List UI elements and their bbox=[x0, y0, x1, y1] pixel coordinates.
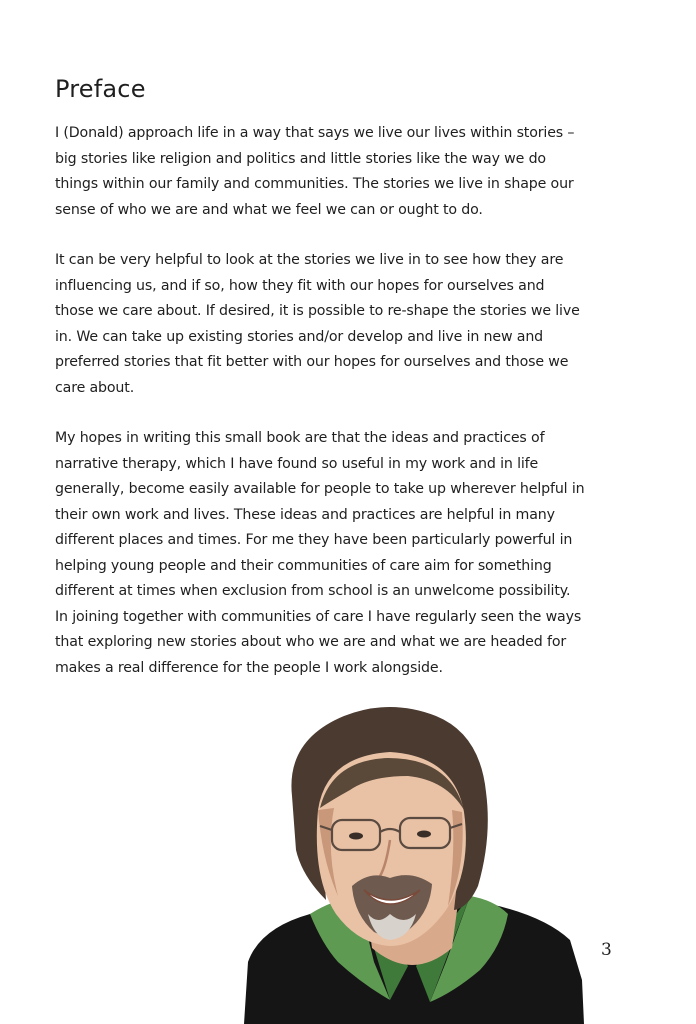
preface-body bbox=[55, 121, 585, 681]
paragraph-3: My hopes in writing this small book are that the ideas and practices of narrative therapy, which I have found so useful in my work and in life generally, become easily available for people to take up wherever helpful in their own work and lives. These ideas and practices are helpful in many different places and times. For me they have been particularly powerful in helping young people and their communities of care aim for something different at times when exclusion from school is an unwelcome possibility. In joining together with communities of care I have regularly seen the ways that exploring new stories about who we are and what we are headed for makes a real difference for the people I work alongside. bbox=[55, 430, 585, 676]
author-portrait-illustration bbox=[240, 700, 585, 1024]
paragraph-1: I (Donald) approach life in a way that says we live our lives within stories – big stories like religion and politics and little stories like the way we do things within our family and communities. The stories we live in shape our sense of who we are and what we feel we can or ought to do. bbox=[55, 125, 575, 218]
paragraph-2: It can be very helpful to look at the stories we live in to see how they are influencing us, and if so, how they fit with our hopes for ourselves and those we care about. If desired, it is possible to re-shape the stories we live in. We can take up existing stories and/or develop and live in new and preferred stories that fit better with our hopes for ourselves and those we care about. bbox=[55, 252, 580, 396]
page-title: Preface bbox=[55, 75, 146, 103]
page-number: 3 bbox=[601, 940, 612, 960]
